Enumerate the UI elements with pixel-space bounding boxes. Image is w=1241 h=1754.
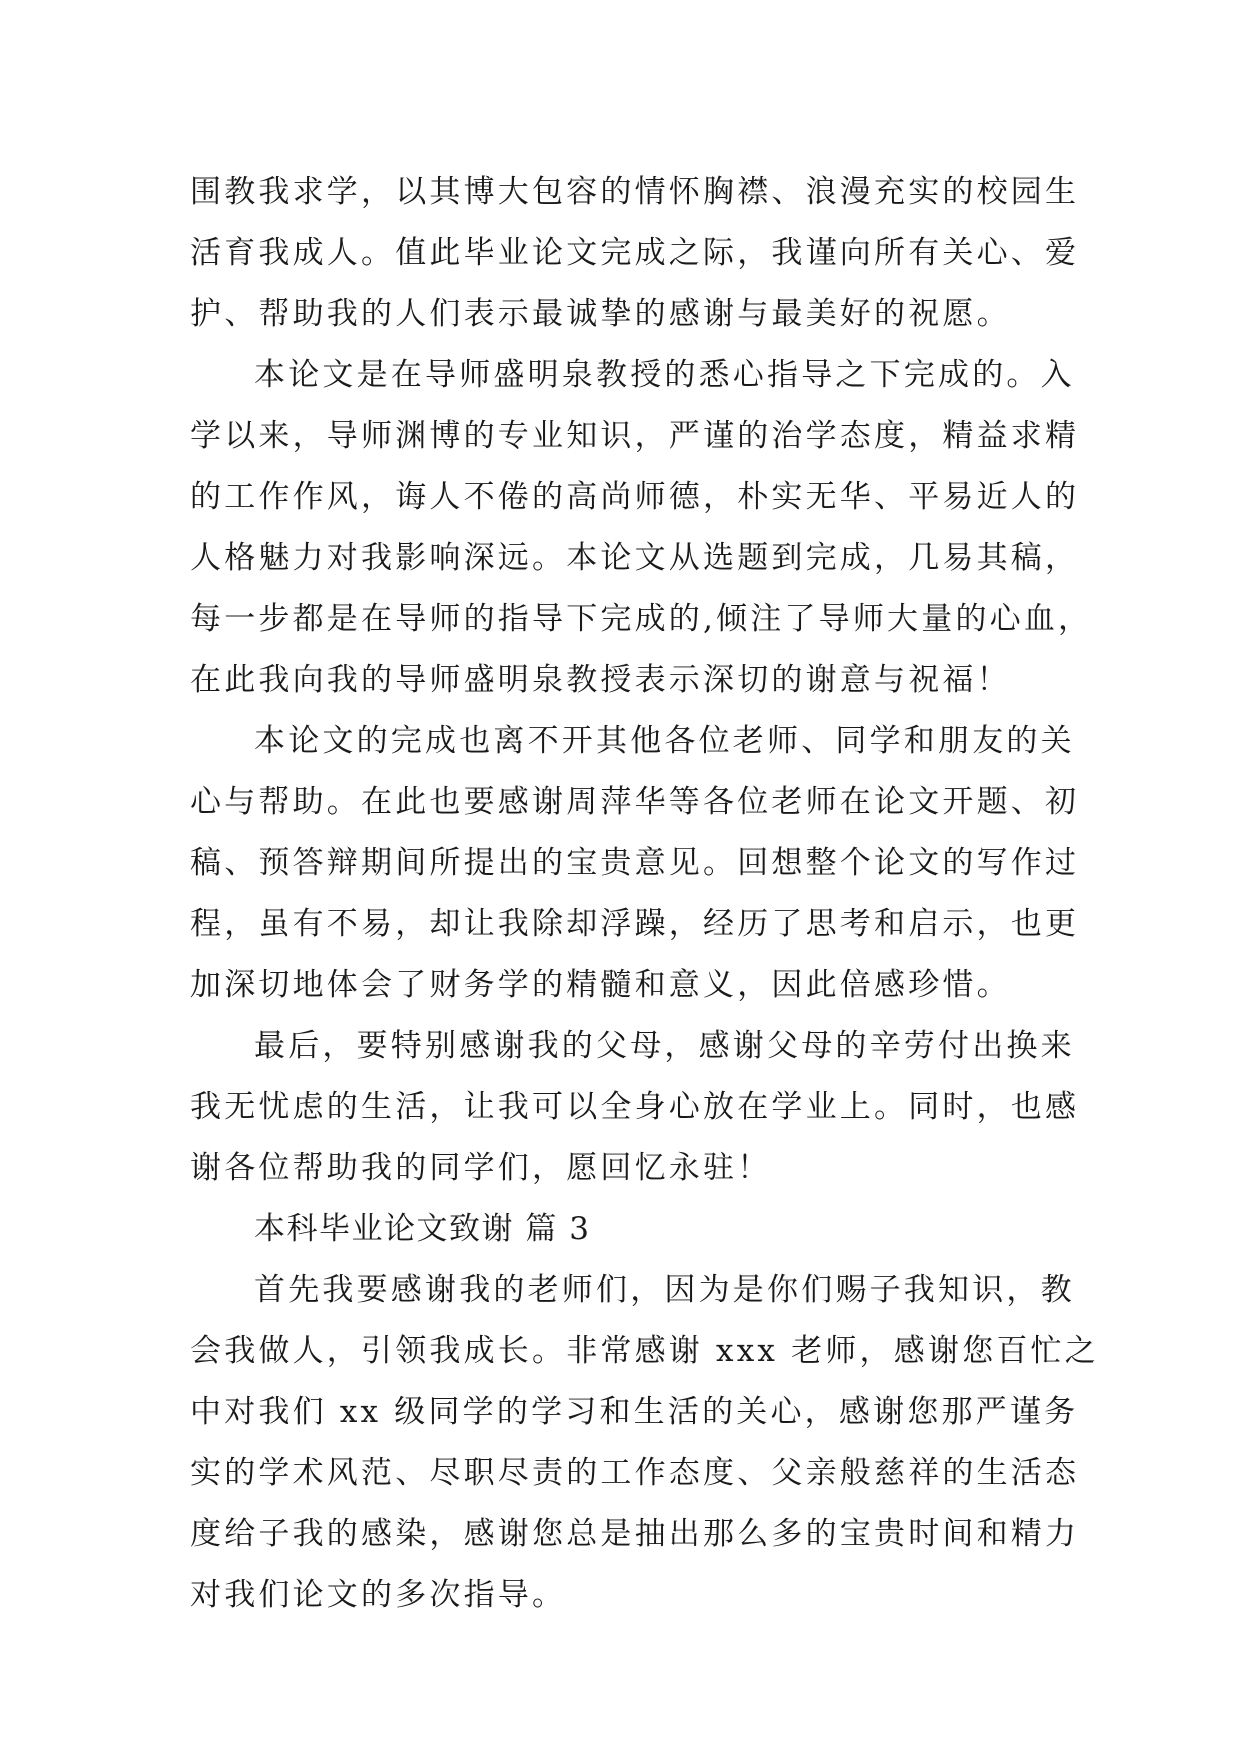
paragraph-first-line: 最后，要特别感谢我的父母，感谢父母的辛劳付出换来 [254, 1028, 1075, 1064]
text-line: 对我们论文的多次指导。 [190, 1577, 567, 1613]
text-line: 度给子我的感染，感谢您总是抽出那么多的宝贵时间和精力 [190, 1516, 1080, 1552]
text-line: 稿、预答辩期间所提出的宝贵意见。回想整个论文的写作过 [190, 845, 1080, 881]
text-line: 我无忧虑的生活，让我可以全身心放在学业上。同时，也感 [190, 1089, 1080, 1125]
text-line: 的工作作风，诲人不倦的高尚师德，朴实无华、平易近人的 [190, 479, 1080, 515]
text-line: 心与帮助。在此也要感谢周萍华等各位老师在论文开题、初 [190, 784, 1080, 820]
text-line: 会我做人，引领我成长。非常感谢 xxx 老师，感谢您百忙之 [190, 1333, 1099, 1369]
text-line: 在此我向我的导师盛明泉教授表示深切的谢意与祝福！ [190, 662, 1011, 698]
text-line: 活育我成人。值此毕业论文完成之际，我谨向所有关心、爱 [190, 235, 1080, 271]
text-line: 每一步都是在导师的指导下完成的,倾注了导师大量的心血， [190, 601, 1093, 637]
text-line: 人格魅力对我影响深远。本论文从选题到完成，几易其稿， [190, 540, 1080, 576]
document-body [190, 162, 1099, 1626]
paragraph-first-line: 首先我要感谢我的老师们，因为是你们赐子我知识，教 [254, 1272, 1075, 1308]
paragraph-first-line: 本论文的完成也离不开其他各位老师、同学和朋友的关 [254, 723, 1075, 759]
text-line: 程，虽有不易，却让我除却浮躁，经历了思考和启示，也更 [190, 906, 1080, 942]
text-line: 实的学术风范、尽职尽责的工作态度、父亲般慈祥的生活态 [190, 1455, 1080, 1491]
text-line: 学以来，导师渊博的专业知识，严谨的治学态度，精益求精 [190, 418, 1080, 454]
section-heading: 本科毕业论文致谢 篇 3 [254, 1211, 591, 1247]
text-line: 谢各位帮助我的同学们，愿回忆永驻！ [190, 1150, 772, 1186]
text-line: 护、帮助我的人们表示最诚挚的感谢与最美好的祝愿。 [190, 296, 1011, 332]
text-line: 围教我求学，以其博大包容的情怀胸襟、浪漫充实的校园生 [190, 174, 1080, 210]
paragraph-first-line: 本论文是在导师盛明泉教授的悉心指导之下完成的。入 [254, 357, 1075, 393]
text-line: 加深切地体会了财务学的精髓和意义，因此倍感珍惜。 [190, 967, 1011, 1003]
text-line: 中对我们 xx 级同学的学习和生活的关心，感谢您那严谨务 [190, 1394, 1079, 1430]
